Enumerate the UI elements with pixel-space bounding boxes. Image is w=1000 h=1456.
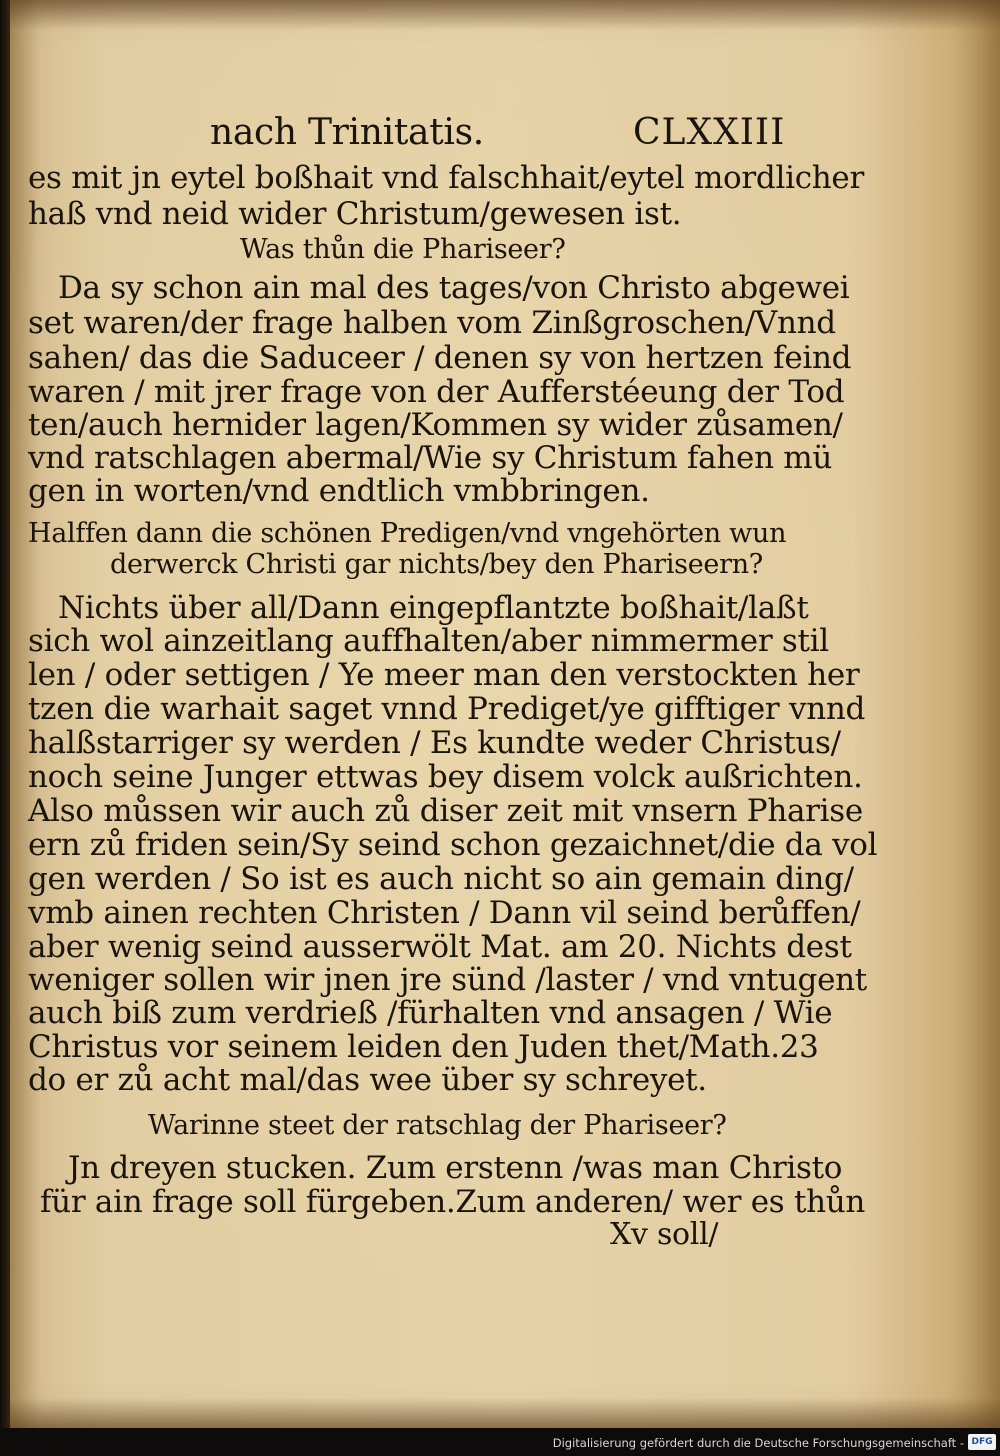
text-line: do er zů acht mal/das wee über sy schreyet.: [28, 1062, 707, 1098]
section-heading: derwerck Christi gar nichts/bey den Phariseern?: [110, 549, 763, 580]
text-line: noch seine Junger ettwas bey disem volck außrichten.: [28, 759, 863, 795]
text-line: für ain frage soll fürgeben.Zum anderen/ wer es thůn: [40, 1184, 866, 1220]
book-page: [10, 0, 1000, 1428]
text-line: aber wenig seind ausserwölt Mat. am 20. Nichts dest: [28, 929, 852, 965]
catchword: Xv soll/: [610, 1217, 719, 1252]
text-line: Jn dreyen stucken. Zum erstenn /was man Christo: [68, 1150, 843, 1186]
text-line: set waren/der frage halben vom Zinßgroschen/Vnnd: [28, 305, 836, 341]
text-line: halßstarriger sy werden / Es kundte weder Christus/: [28, 725, 841, 761]
text-line: haß vnd neid wider Christum/gewesen ist.: [28, 196, 682, 232]
text-line: ern zů friden sein/Sy seind schon gezaichnet/die da vol: [28, 827, 878, 863]
text-line: tzen die warhait saget vnnd Prediget/ye gifftiger vnnd: [28, 691, 866, 727]
text-line: len / oder settigen / Ye meer man den verstockten her: [28, 657, 860, 693]
text-line: Also můssen wir auch zů diser zeit mit vnsern Pharise: [28, 793, 863, 829]
text-line: Nichts über all/Dann eingepflantzte boßhait/laßt: [58, 590, 809, 626]
text-line: es mit jn eytel boßhait vnd falschhait/eytel mordlicher: [28, 160, 865, 196]
text-line: gen in worten/vnd endtlich vmbbringen.: [28, 473, 650, 509]
dfg-logo: DFG: [968, 1434, 996, 1450]
text-line: gen werden / So ist es auch nicht so ain gemain ding/: [28, 861, 854, 897]
text-line: sahen/ das die Saduceer / denen sy von hertzen feind: [28, 340, 852, 376]
section-heading: Warinne steet der ratschlag der Phariseer?: [148, 1110, 727, 1141]
folio-number: CLXXIII: [633, 112, 786, 153]
section-heading: Halffen dann die schönen Predigen/vnd vngehörten wun: [28, 518, 787, 549]
running-head: nach Trinitatis.: [210, 112, 484, 153]
text-line: Christus vor seinem leiden den Juden thet/Math.23: [28, 1029, 819, 1065]
text-line: waren / mit jrer frage von der Aufferstéeung der Tod: [28, 374, 845, 410]
text-line: Da sy schon ain mal des tages/von Christo abgewei: [58, 270, 850, 306]
text-line: ten/auch hernider lagen/Kommen sy wider zůsamen/: [28, 407, 843, 443]
funding-credit: Digitalisierung gefördert durch die Deutsche Forschungsgemeinschaft -: [552, 1436, 964, 1450]
section-heading: Was thůn die Phariseer?: [240, 234, 566, 265]
text-line: weniger sollen wir jnen jre sünd /laster / vnd vntugent: [28, 962, 867, 998]
text-line: vmb ainen rechten Christen / Dann vil seind berůffen/: [28, 895, 861, 931]
text-line: vnd ratschlagen abermal/Wie sy Christum fahen mü: [28, 440, 833, 476]
text-line: sich wol ainzeitlang auffhalten/aber nimmermer stil: [28, 623, 829, 659]
text-line: auch biß zum verdrieß /fürhalten vnd ansagen / Wie: [28, 995, 833, 1031]
